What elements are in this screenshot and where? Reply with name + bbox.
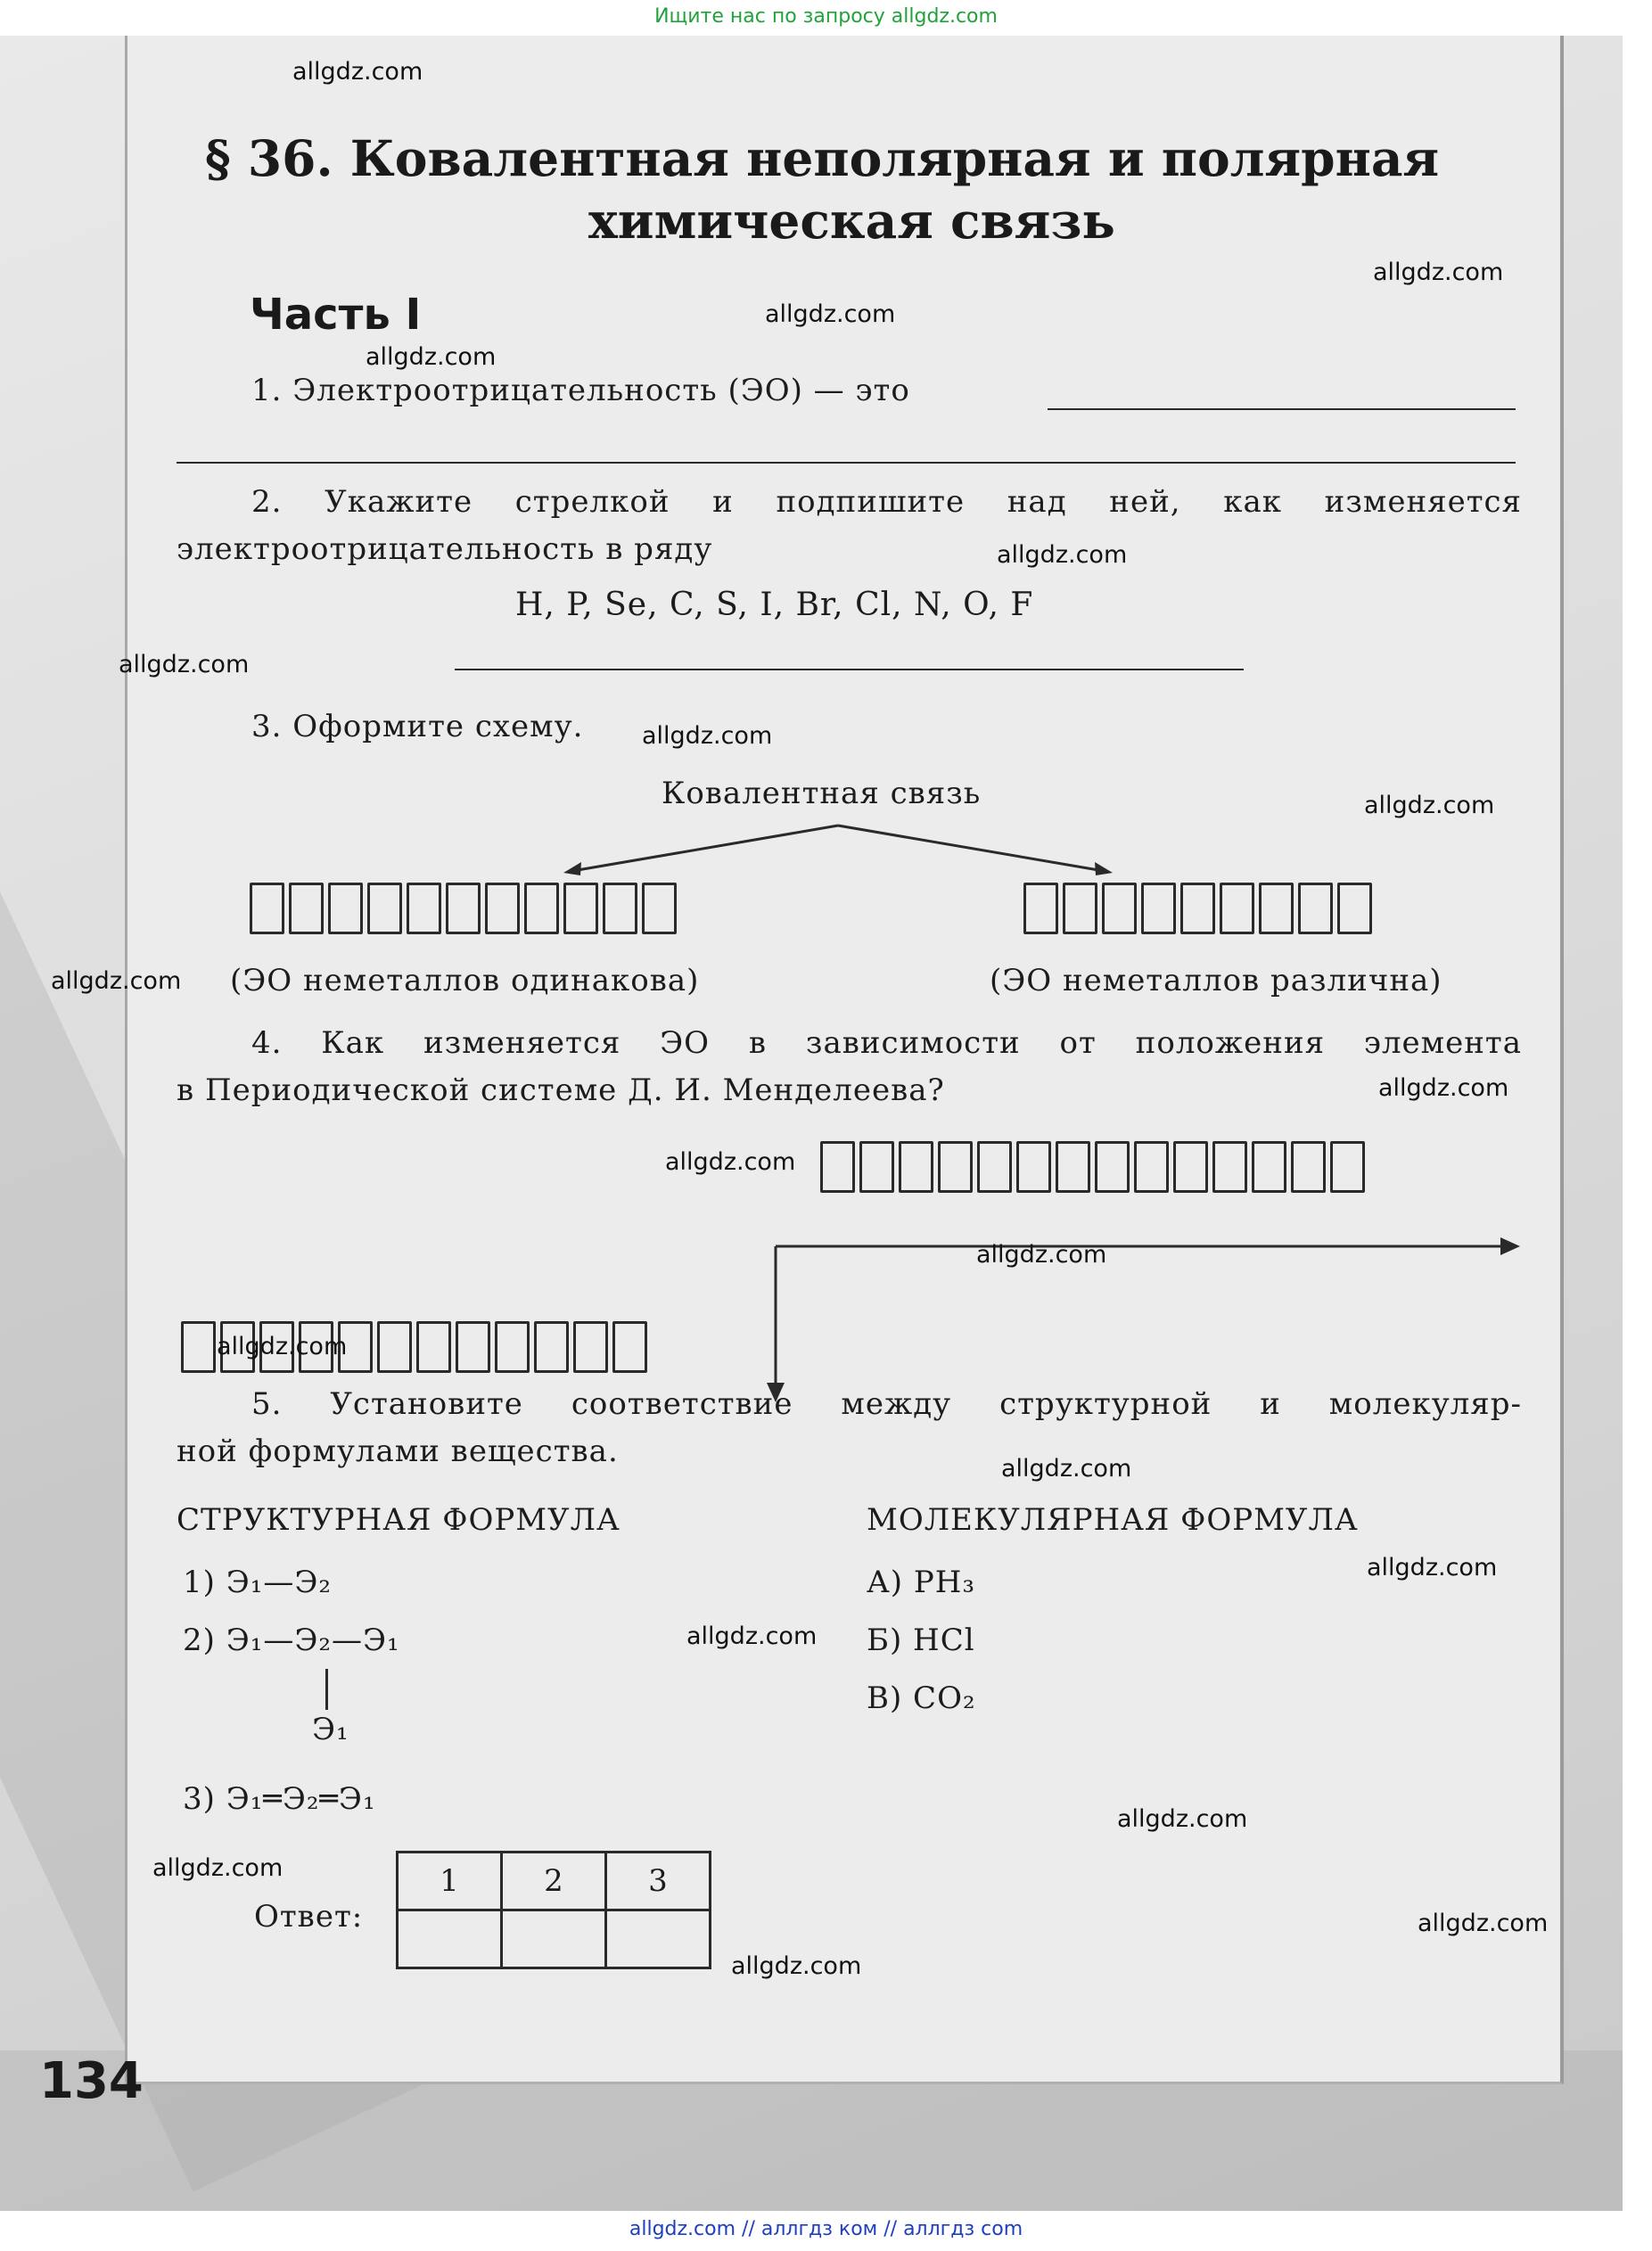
structural-header: СТРУКТУРНАЯ ФОРМУЛА bbox=[177, 1502, 621, 1538]
answer-cell-3[interactable] bbox=[606, 1910, 711, 1968]
watermark: allgdz.com bbox=[1378, 1074, 1509, 1102]
letter-cell[interactable] bbox=[1259, 883, 1294, 934]
left-caption: (ЭО неметаллов одинакова) bbox=[230, 963, 700, 998]
element-series: H, P, Se, C, S, I, Br, Cl, N, O, F bbox=[515, 587, 1034, 623]
letter-cell[interactable] bbox=[289, 883, 324, 934]
page-number: 134 bbox=[39, 2052, 144, 2110]
letter-cell[interactable] bbox=[1298, 883, 1333, 934]
q4-arrows bbox=[767, 1186, 1533, 1417]
molecular-a: А) PH₃ bbox=[867, 1565, 975, 1600]
watermark: allgdz.com bbox=[665, 1148, 796, 1176]
part-title: Часть I bbox=[250, 290, 422, 340]
q5-line2: ной формулами вещества. bbox=[177, 1434, 619, 1469]
scheme-right-cells[interactable] bbox=[1023, 883, 1377, 934]
watermark: allgdz.com bbox=[1373, 259, 1504, 286]
letter-cell[interactable] bbox=[642, 883, 677, 934]
answer-cell-2[interactable] bbox=[502, 1910, 606, 1968]
letter-cell[interactable] bbox=[1180, 883, 1215, 934]
watermark: allgdz.com bbox=[1001, 1455, 1132, 1483]
watermark: allgdz.com bbox=[1367, 1554, 1498, 1581]
letter-cell[interactable] bbox=[456, 1321, 490, 1373]
answer-col-1-header: 1 bbox=[398, 1853, 502, 1910]
letter-cell[interactable] bbox=[377, 1321, 412, 1373]
structural-3: 3) Э₁═Э₂═Э₁ bbox=[183, 1781, 376, 1817]
watermark: allgdz.com bbox=[642, 722, 773, 750]
answer-table bbox=[396, 1851, 711, 1969]
letter-cell[interactable] bbox=[1337, 883, 1372, 934]
watermark: allgdz.com bbox=[1117, 1805, 1248, 1833]
molecular-b: Б) HCl bbox=[867, 1623, 975, 1658]
watermark: allgdz.com bbox=[1418, 1910, 1549, 1937]
bond-vertical bbox=[325, 1669, 328, 1710]
letter-cell[interactable] bbox=[181, 1321, 216, 1373]
molecular-c: В) CO₂ bbox=[867, 1680, 976, 1716]
watermark: allgdz.com bbox=[1364, 792, 1495, 819]
watermark: allgdz.com bbox=[765, 300, 896, 328]
answer-cell-1[interactable] bbox=[398, 1910, 502, 1968]
scanned-page bbox=[0, 36, 1623, 2211]
q5-line1: 5. Установите соответствие между структурной и молекуляр- bbox=[251, 1386, 1522, 1422]
answer-label: Ответ: bbox=[254, 1899, 364, 1935]
q2-line1: 2. Укажите стрелкой и подпишите над ней, как изменяется bbox=[251, 484, 1522, 520]
answer-col-3-header: 3 bbox=[606, 1853, 711, 1910]
scheme-title: Ковалентная связь bbox=[662, 776, 982, 811]
watermark: allgdz.com bbox=[976, 1241, 1107, 1269]
q4-line2: в Периодической системе Д. И. Менделеева? bbox=[177, 1072, 945, 1108]
watermark: allgdz.com bbox=[686, 1623, 818, 1650]
section-title-line2: химическая связь bbox=[588, 192, 1115, 250]
letter-cell[interactable] bbox=[485, 883, 520, 934]
q1-text: 1. Электроотрицательность (ЭО) — это bbox=[251, 373, 910, 408]
q2-line2: электроотрицательность в ряду bbox=[177, 531, 713, 567]
scheme-left-cells[interactable] bbox=[250, 883, 681, 934]
letter-cell[interactable] bbox=[446, 883, 481, 934]
answer-col-2-header: 2 bbox=[502, 1853, 606, 1910]
letter-cell[interactable] bbox=[250, 883, 284, 934]
q3-text: 3. Оформите схему. bbox=[251, 709, 584, 744]
letter-cell[interactable] bbox=[534, 1321, 569, 1373]
bottom-banner[interactable]: allgdz.com // аллгдз ком // аллгдз com bbox=[629, 2218, 1023, 2240]
letter-cell[interactable] bbox=[1102, 883, 1137, 934]
structural-1: 1) Э₁—Э₂ bbox=[183, 1565, 332, 1600]
letter-cell[interactable] bbox=[367, 883, 402, 934]
letter-cell[interactable] bbox=[495, 1321, 530, 1373]
letter-cell[interactable] bbox=[524, 883, 559, 934]
letter-cell[interactable] bbox=[573, 1321, 608, 1373]
watermark: allgdz.com bbox=[119, 651, 250, 678]
q1-answer-line-2 bbox=[177, 462, 1516, 464]
watermark: allgdz.com bbox=[366, 343, 497, 371]
structural-2-sub: Э₁ bbox=[312, 1712, 349, 1747]
letter-cell[interactable] bbox=[328, 883, 363, 934]
letter-cell[interactable] bbox=[416, 1321, 451, 1373]
sheet-edge bbox=[125, 36, 127, 2082]
molecular-header: МОЛЕКУЛЯРНАЯ ФОРМУЛА bbox=[867, 1502, 1359, 1538]
letter-cell[interactable] bbox=[1023, 883, 1058, 934]
scheme-arrows bbox=[535, 820, 1141, 891]
q2-answer-line bbox=[455, 669, 1244, 670]
right-caption: (ЭО неметаллов различна) bbox=[990, 963, 1442, 998]
letter-cell[interactable] bbox=[407, 883, 441, 934]
watermark: allgdz.com bbox=[51, 967, 182, 995]
structural-2: 2) Э₁—Э₂—Э₁ bbox=[183, 1623, 400, 1658]
watermark: allgdz.com bbox=[997, 541, 1128, 569]
watermark: allgdz.com bbox=[731, 1952, 862, 1980]
top-banner[interactable]: Ищите нас по запросу allgdz.com bbox=[654, 5, 998, 28]
watermark: allgdz.com bbox=[217, 1333, 348, 1360]
watermark: allgdz.com bbox=[292, 58, 423, 86]
q1-answer-line bbox=[1048, 408, 1516, 410]
q4-line1: 4. Как изменяется ЭО в зависимости от положения элемента bbox=[251, 1025, 1522, 1061]
letter-cell[interactable] bbox=[563, 883, 598, 934]
section-title-line1: § 36. Ковалентная неполярная и полярная bbox=[205, 129, 1440, 187]
letter-cell[interactable] bbox=[1063, 883, 1097, 934]
letter-cell[interactable] bbox=[603, 883, 637, 934]
letter-cell[interactable] bbox=[1141, 883, 1176, 934]
letter-cell[interactable] bbox=[612, 1321, 647, 1373]
letter-cell[interactable] bbox=[1220, 883, 1254, 934]
watermark: allgdz.com bbox=[152, 1854, 284, 1882]
